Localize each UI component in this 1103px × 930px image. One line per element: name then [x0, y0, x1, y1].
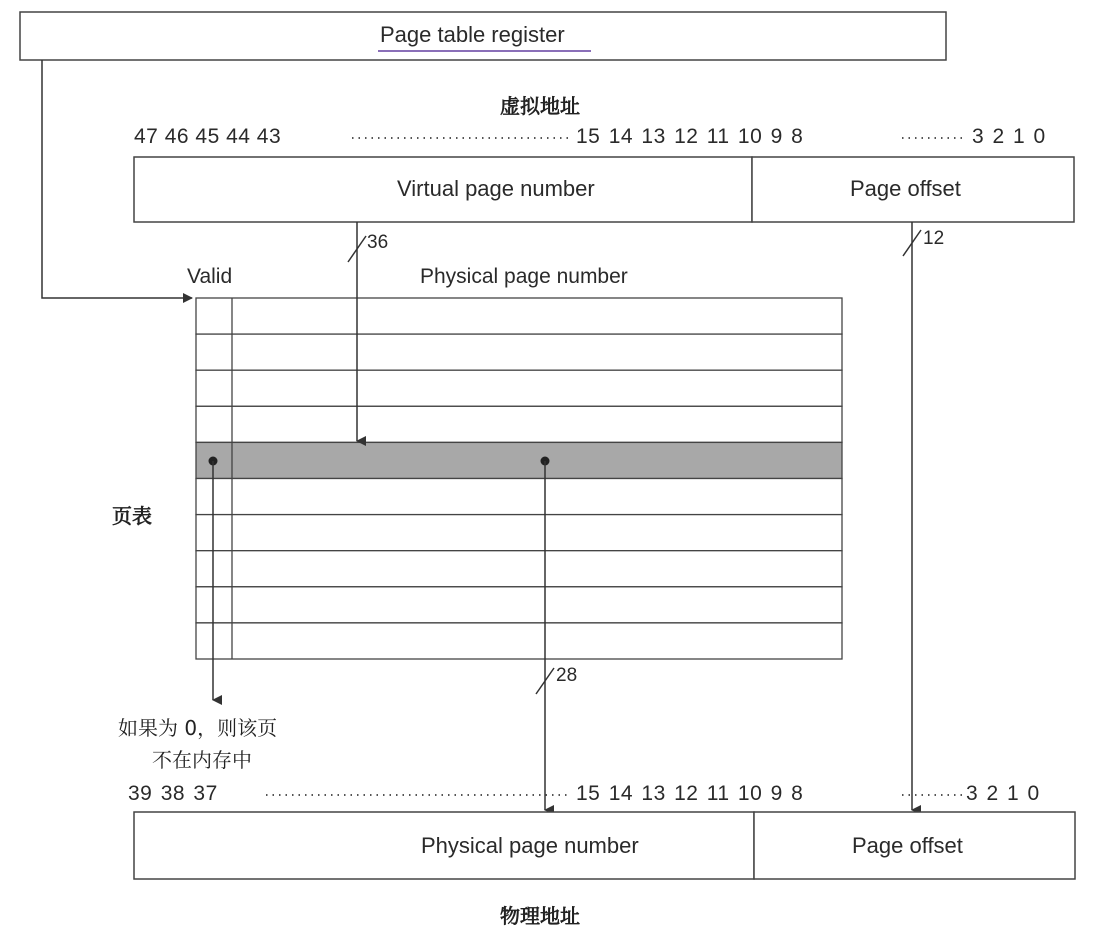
page-table-row — [196, 515, 842, 551]
valid-column-header: Valid — [187, 265, 233, 288]
page-table-row — [196, 587, 842, 623]
offset-bus-width: 12 — [923, 228, 945, 249]
page-table-row — [196, 406, 842, 442]
vpn-bus-width: 36 — [367, 232, 389, 253]
physical-bit-numbers-mid: 15 14 13 12 11 10 9 8 — [576, 782, 804, 805]
physical-bit-numbers-right: 3 2 1 0 — [966, 782, 1040, 805]
fault-note-line1: 如果为 0，则该页 — [118, 716, 278, 740]
virtual-bit-numbers-right: 3 2 1 0 — [972, 125, 1046, 148]
page-table-title: 页表 — [112, 504, 152, 528]
physical-address-title: 物理地址 — [500, 904, 580, 928]
virtual-page-offset-label: Page offset — [850, 176, 961, 201]
page-table-row — [196, 334, 842, 370]
page-table-register-label: Page table register — [380, 22, 565, 47]
virtual-bit-numbers-left: 47 46 45 44 43 — [134, 125, 282, 148]
virtual-page-number-label: Virtual page number — [397, 176, 595, 201]
page-table — [196, 298, 842, 659]
page-table-row — [196, 551, 842, 587]
page-table-register-underline — [378, 50, 591, 52]
page-table-row — [196, 479, 842, 515]
ppn-column-header: Physical page number — [420, 265, 628, 288]
fault-note-line2: 不在内存中 — [152, 748, 252, 772]
virtual-bit-numbers-mid: 15 14 13 12 11 10 9 8 — [576, 125, 804, 148]
page-table-row — [196, 623, 842, 659]
page-table-row-selected — [196, 442, 842, 478]
ppn-bus-width: 28 — [556, 665, 578, 686]
physical-page-number-label: Physical page number — [421, 833, 639, 858]
physical-bit-numbers-left: 39 38 37 — [128, 782, 218, 805]
page-table-row — [196, 370, 842, 406]
physical-page-offset-label: Page offset — [852, 833, 963, 858]
virtual-address-title: 虚拟地址 — [500, 94, 580, 118]
page-table-row — [196, 298, 842, 334]
